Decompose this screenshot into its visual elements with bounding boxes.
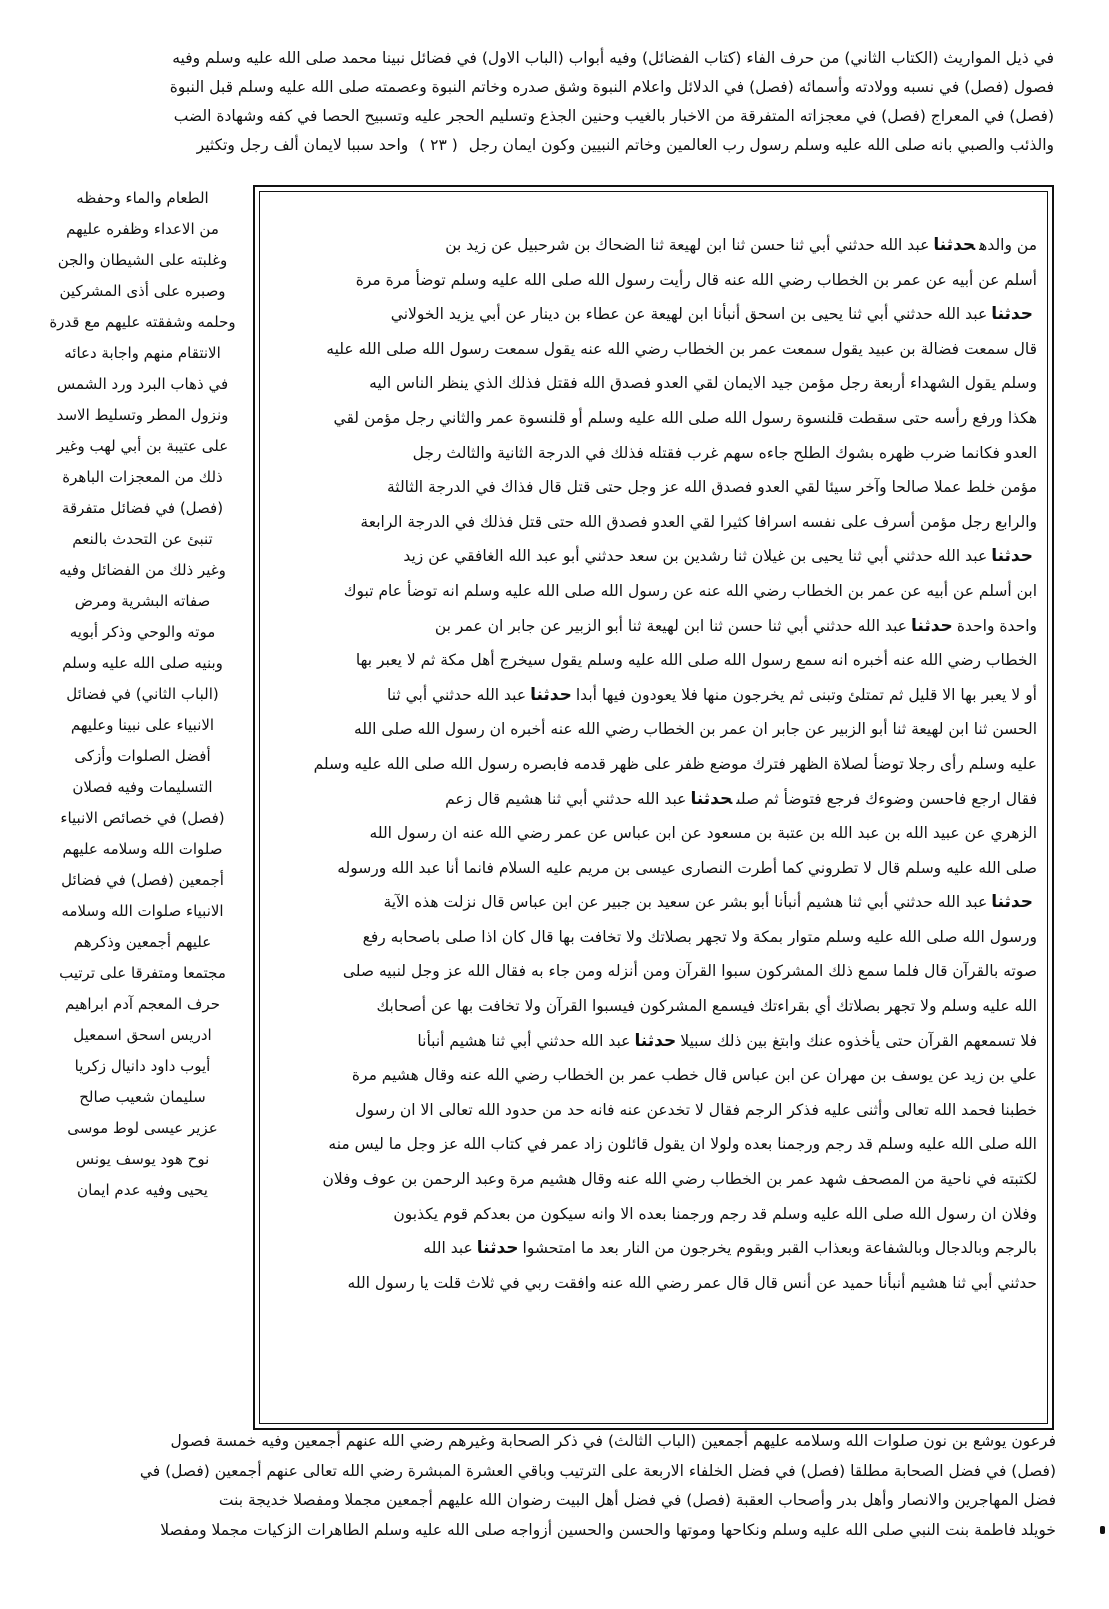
header-line: (فصل) في المعراج (فصل) في معجزاته المتفرقة من الاخبار بالغيب وحنين الجذع وتسليم الحجر عليه وتسبيح الحصا في كفه وشهادة الضب <box>173 107 1054 125</box>
margin-line: من الاعداء وظفره عليهم <box>66 220 219 238</box>
main-text-line <box>273 920 1037 955</box>
main-text-segment: بالرجم وبالدجال وبالشفاعة وبعذاب القبر وبقوم يخرجون من النار بعد ما امتحشوا <box>522 1239 1037 1258</box>
main-text-line <box>273 539 1037 574</box>
hadith-keyword: حدثنا <box>911 615 953 636</box>
margin-line: وبنيه صلى الله عليه وسلم <box>62 654 223 672</box>
margin-line: على عتيبة بن أبي لهب وغير <box>56 437 229 455</box>
main-text-line <box>273 1231 1037 1266</box>
main-text-line <box>273 712 1037 747</box>
hadith-keyword: حدثنا <box>476 1238 519 1259</box>
main-text-segment: خطبنا فحمد الله تعالى وأثنى عليه فذكر الرجم فقال لا تخدعن عنه فانه حد من حدود الله تعالى الا ان رسول <box>355 1100 1037 1119</box>
main-text-segment: من والده <box>979 236 1037 254</box>
main-text-segment: عبد الله حدثني أبي ثنا هشيم أنبأنا <box>417 1031 631 1050</box>
main-text-segment: لكتبته في ناحية من المصحف شهد عمر بن الخطاب رضي الله عنه وقال هشيم مرة وعبد الرحمن بن عوف وفلان <box>322 1170 1037 1189</box>
main-text-segment: واحدة واحدة <box>956 616 1037 635</box>
hadith-keyword: حدثنا <box>634 1030 677 1051</box>
header-line-4-tail: واحد سببا لايمان ألف رجل وتكثير <box>196 136 409 154</box>
main-text-segment: عليه وسلم رأى رجلا توضأ لصلاة الظهر فترك موضع ظفر على ظهر قدمه فابصره رسول الله صلى الله عليه وسلم <box>313 754 1037 773</box>
margin-column <box>40 183 245 1206</box>
margin-line: ذلك من المعجزات الباهرة <box>62 468 223 486</box>
main-text-segment: وسلم يقول الشهداء أربعة رجل مؤمن جيد الايمان لقي العدو فصدق الله فقتل فذلك الذي ينظر الناس اليه <box>369 374 1037 393</box>
main-text-segment: عبد الله حدثني أبي ثنا يحيى بن اسحق أنبأنا ابن لهيعة عن عطاء بن دينار عن أبي يزيد الخولاني <box>390 305 988 324</box>
main-text-line <box>273 851 1037 886</box>
margin-line: وصبره على أذى المشركين <box>59 282 226 300</box>
main-text-line <box>273 747 1037 782</box>
main-text-line <box>273 332 1037 367</box>
main-text-line <box>273 1266 1037 1301</box>
margin-line: عزير عيسى لوط موسى <box>67 1119 218 1137</box>
margin-line: ادريس اسحق اسمعيل <box>73 1026 212 1044</box>
margin-line: في ذهاب البرد ورد الشمس <box>56 375 229 393</box>
edge-mark <box>1100 1526 1105 1534</box>
main-text-line <box>273 228 1037 263</box>
main-text-segment: الزهري عن عبيد الله بن عبد الله بن عتبة بن مسعود عن ابن عباس عن عمر رضي الله عنه ان رسول الله <box>369 824 1037 843</box>
main-text-line <box>273 782 1037 817</box>
header-line-4-text: والذئب والصبي بانه صلى الله عليه وسلم رسول رب العالمين وخاتم النبيين وكون ايمان رجل <box>468 136 1054 154</box>
main-text-segment: مؤمن خلط عملا صالحا وآخر سيئا لقي العدو فصدق الله عز وجل حتى قتل قال فذاك في الدرجة الثالثة <box>386 478 1037 497</box>
hadith-keyword: حدثنا <box>991 546 1033 567</box>
main-text-line <box>273 401 1037 436</box>
main-text-line <box>273 1127 1037 1162</box>
margin-line: (فصل) في خصائص الانبياء <box>60 809 225 827</box>
hadith-keyword: حدثنا <box>991 304 1033 325</box>
main-text-line <box>273 643 1037 678</box>
page-header <box>48 44 1054 160</box>
main-text-segment: عبد الله حدثني أبي ثنا حسن ثنا ابن لهيعة ثنا الضحاك بن شرحبيل عن زيد بن <box>445 236 930 254</box>
margin-line: وغير ذلك من الفضائل وفيه <box>59 561 226 579</box>
main-text-line <box>273 954 1037 989</box>
margin-line: تنبئ عن التحدث بالنعم <box>72 530 213 548</box>
main-text-segment: عبد الله حدثني أبي ثنا هشيم أنبأنا أبو بشر عن سعيد بن جبير عن ابن عباس قال نزلت هذه الآية <box>383 893 988 912</box>
main-text-line <box>273 609 1037 644</box>
hadith-keyword: حدثنا <box>933 235 976 255</box>
main-text-line <box>273 1197 1037 1232</box>
main-text-line <box>273 1093 1037 1128</box>
main-text-line <box>273 505 1037 540</box>
main-text-line <box>273 678 1037 713</box>
margin-line: مجتمعا ومتفرقا على ترتيب <box>59 964 226 982</box>
main-text-segment: أو لا يعبر بها الا قليل ثم تمتلئ وتبنى ثم يخرجون منها فلا يعودون فيها أبدا <box>575 685 1037 704</box>
margin-line: (الباب الثاني) في فضائل <box>66 685 219 703</box>
main-text-segment: حدثني أبي ثنا هشيم أنبأنا حميد عن أنس قال قال عمر رضي الله عنه وافقت ربي في ثلاث قلت يا رسول الله <box>347 1273 1037 1292</box>
margin-line: ونزول المطر وتسليط الاسد <box>56 406 229 424</box>
header-line: فصول (فصل) في نسبه وولادته وأسمائه (فصل) في الدلائل واعلام النبوة وشق صدره وخاتم النبوة وعصمته صلى الله عليه وسلم قبل النبوة <box>169 78 1054 96</box>
page-number: ( ٢٣ ) <box>419 136 458 154</box>
margin-line: موته والوحي وذكر أبويه <box>69 623 216 641</box>
margin-line: أيوب داود دانيال زكريا <box>74 1057 211 1075</box>
main-text-segment: الخطاب رضي الله عنه أخبره انه سمع رسول الله صلى الله عليه وسلم يقول سيخرج أهل مكة ثم لا يعبر بها <box>355 651 1037 670</box>
main-text-segment: صوته بالقرآن قال فلما سمع ذلك المشركون سبوا القرآن ومن أنزله ومن جاء به فقال الله عز وجل لنبيه صلى <box>342 962 1037 981</box>
main-text-segment: والرابع رجل مؤمن أسرف على نفسه اسرافا كثيرا لقي العدو فصدق الله حتى قتل فذلك في الدرجة الرابعة <box>360 512 1037 531</box>
main-text-line <box>273 366 1037 401</box>
main-text-segment: أسلم عن أبيه عن عمر بن الخطاب رضي الله عنه قال رأيت رسول الله صلى الله عليه وسلم توضأ مرة مرة <box>355 270 1037 289</box>
page-footer <box>46 1427 1056 1545</box>
margin-line: أجمعين (فصل) في فضائل <box>61 871 224 889</box>
margin-line: وغلبته على الشيطان والجن <box>57 251 228 269</box>
header-line: في ذيل المواريث (الكتاب الثاني) من حرف الفاء (كتاب الفضائل) وفيه أبواب (الباب الاول) في فضائل نبينا محمد صلى الله عليه وسلم وفيه <box>172 49 1054 67</box>
main-text-line <box>273 436 1037 471</box>
margin-line: (فصل) في فضائل متفرقة <box>61 499 224 517</box>
margin-line: الانبياء على نبينا وعليهم <box>70 716 215 734</box>
margin-line: الطعام والماء وحفظه <box>76 189 209 207</box>
main-text-block <box>273 228 1037 1300</box>
main-text-segment: عبد الله حدثني أبي ثنا يحيى بن غيلان ثنا رشدين بن سعد حدثني أبو عبد الله الغافقي عن زيد <box>403 547 988 566</box>
main-text-segment: ورسول الله صلى الله عليه وسلم متوار بمكة ولا تجهر بصلاتك ولا تخافت بها قال كان اذا صلى باصحابه رفع <box>362 927 1037 946</box>
main-text-line <box>273 470 1037 505</box>
main-text-segment: عبد الله <box>423 1239 473 1258</box>
footer-line: فضل المهاجرين والانصار وأهل بدر وأصحاب العقبة (فصل) في فضل أهل البيت رضوان الله عليهم أجمعين مجملا ومفصلا خديجة بنت <box>218 1491 1056 1509</box>
main-text-line <box>273 989 1037 1024</box>
main-text-line <box>273 263 1037 298</box>
main-text-segment: الحسن ثنا ابن لهيعة ثنا أبو الزبير عن جابر ان عمر بن الخطاب رضي الله عنه أخبره ان رسول الله صلى الله <box>354 720 1037 739</box>
main-text-segment: فلا تسمعهم القرآن حتى يأخذوه عنك وابتغ بين ذلك سبيلا <box>680 1031 1037 1050</box>
main-text-segment: الله صلى الله عليه وسلم قد رجم ورجمنا بعده ولولا ان يقول قائلون زاد عمر في كتاب الله عز وجل ما ليس منه <box>328 1135 1037 1154</box>
footer-line: فرعون يوشع بن نون صلوات الله وسلامه عليهم أجمعين (الباب الثالث) في ذكر الصحابة وغيرهم رضي الله عنهم أجمعين وفيه خمسة فصول <box>170 1432 1056 1450</box>
margin-line: يحيى وفيه عدم ايمان <box>77 1181 208 1199</box>
main-text-line <box>273 1024 1037 1059</box>
main-text-line <box>273 816 1037 851</box>
main-text-line <box>273 885 1037 920</box>
main-text-segment: الله عليه وسلم ولا تجهر بصلاتك أي بقراءتك فيسمع المشركون فيسبوا القرآن ولا تخافت بها عن أصحابك <box>376 997 1037 1016</box>
main-text-segment: هكذا ورفع رأسه حتى سقطت قلنسوة رسول الله صلى الله عليه وسلم أو قلنسوة عمر والثاني رجل مؤمن لقي <box>333 408 1037 427</box>
main-text-segment: العدو فكانما ضرب ظهره بشوك الطلح جاءه سهم غرب فقتله فذلك في الدرجة الثانية والثالث رجل <box>412 443 1037 462</box>
margin-line: صلوات الله وسلامه عليهم <box>62 840 223 858</box>
hadith-keyword: حدثنا <box>991 892 1033 913</box>
header-line-4 <box>48 131 1054 160</box>
main-text-segment: فقال ارجع فاحسن وضوءك فرجع فتوضأ ثم صلى <box>736 789 1037 808</box>
hadith-keyword: حدثنا <box>690 788 733 809</box>
margin-line: التسليمات وفيه فصلان <box>72 778 213 796</box>
margin-line: حرف المعجم آدم ابراهيم <box>64 995 221 1013</box>
main-text-line <box>273 297 1037 332</box>
main-text-line <box>273 1162 1037 1197</box>
main-text-segment: صلى الله عليه وسلم قال لا تطروني كما أطرت النصارى عيسى بن مريم عليه السلام فانما أنا عبد الله ورسوله <box>337 858 1037 877</box>
margin-line: الانتقام منهم واجابة دعائه <box>64 344 221 362</box>
hadith-keyword: حدثنا <box>530 684 572 705</box>
margin-line: سليمان شعيب صالح <box>79 1088 206 1106</box>
margin-line: وحلمه وشفقته عليهم مع قدرة <box>49 313 236 331</box>
main-text-segment: عبد الله حدثني أبي ثنا حسن ثنا ابن لهيعة ثنا أبو الزبير عن جابر ان عمر بن <box>434 616 908 635</box>
margin-line: عليهم أجمعين وذكرهم <box>73 933 212 951</box>
main-text-line <box>273 574 1037 609</box>
margin-line: الانبياء صلوات الله وسلامه <box>61 902 224 920</box>
margin-line: نوح هود يوسف يونس <box>75 1150 210 1168</box>
main-text-segment: عبد الله حدثني أبي ثنا <box>386 685 527 704</box>
footer-line: (فصل) في فضل الصحابة مطلقا (فصل) في فضل الخلفاء الاربعة على الترتيب وباقي العشرة المبشرة رضي الله تعالى عنهم أجمعين (فصل) في <box>139 1461 1056 1480</box>
margin-line: أفضل الصلوات وأزكى <box>74 747 211 765</box>
footer-line: خويلد فاطمة بنت النبي صلى الله عليه وسلم ونكاحها وموتها والحسن والحسين أزواجه صلى الله عليه وسلم الطاهرات الزكيات مجملا ومفصلا <box>160 1520 1056 1539</box>
main-text-segment: عبد الله حدثني أبي ثنا هشيم قال زعم <box>445 789 687 808</box>
main-text-segment: قال سمعت فضالة بن عبيد يقول سمعت عمر بن الخطاب رضي الله عنه يقول سمعت رسول الله صلى الله عليه <box>326 339 1037 358</box>
margin-line: صفاته البشرية ومرض <box>74 592 211 610</box>
main-text-segment: ابن أسلم عن أبيه عن عمر بن الخطاب رضي الله عنه عن رسول الله صلى الله عليه وسلم انه توضأ عام تبوك <box>343 581 1037 600</box>
main-text-line <box>273 1058 1037 1093</box>
main-text-segment: علي بن زيد عن يوسف بن مهران عن ابن عباس قال خطب عمر بن الخطاب رضي الله عنه وقال هشيم مرة <box>351 1066 1037 1085</box>
main-text-segment: وفلان ان رسول الله صلى الله عليه وسلم قد رجم ورجمنا بعده الا وانه سيكون من بعدكم قوم يكذبون <box>393 1204 1037 1223</box>
